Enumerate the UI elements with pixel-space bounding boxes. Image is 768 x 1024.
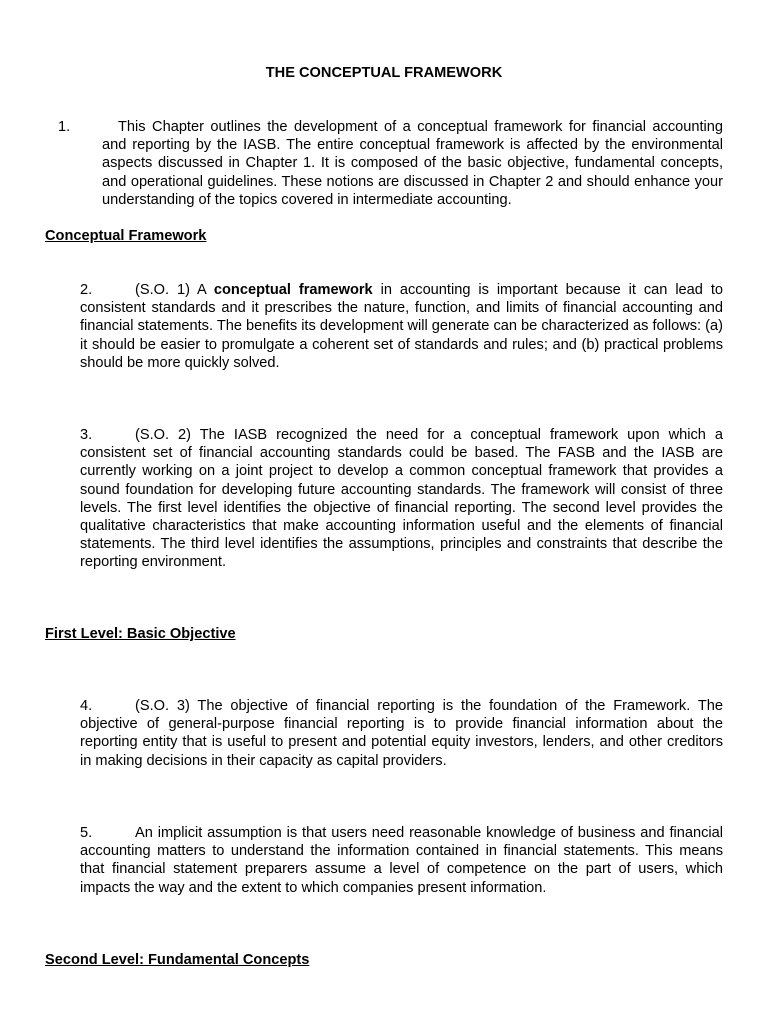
paragraph-number: 1. — [58, 119, 71, 135]
paragraph-lead: (S.O. 1) A — [135, 282, 214, 298]
paragraph-3 — [80, 426, 723, 572]
section-heading-second-level: Second Level: Fundamental Concepts — [45, 952, 310, 968]
paragraph-text: (S.O. 3) The objective of financial reporting is the foundation of the Framework. The objective of general-purpose financial reporting is to provide financial information about the reporting entity that is useful to present and potential equity investors, lenders, and other creditors in making decisions in their capacity as capital providers. — [80, 698, 723, 769]
paragraph-number: 5. — [80, 825, 93, 841]
paragraph-text: An implicit assumption is that users need reasonable knowledge of business and financial accounting matters to understand the information contained in financial statements. This means that financial statement preparers assume a level of competence on the part of users, which impacts the way and the extent to which companies present information. — [80, 825, 723, 896]
paragraph-1 — [58, 118, 723, 209]
paragraph-text: This Chapter outlines the development of a conceptual framework for financial accounting and reporting by the IASB. The entire conceptual framework is affected by the environmental aspects discussed in Chapter 1. It is composed of the basic objective, fundamental concepts, and operational guidelines. These notions are discussed in Chapter 2 and should enhance your understanding of the topics covered in intermediate accounting. — [102, 119, 723, 208]
page-title: THE CONCEPTUAL FRAMEWORK — [265, 65, 503, 81]
paragraph-text: (S.O. 2) The IASB recognized the need for a conceptual framework upon which a consistent set of financial accounting standards could be based. The FASB and the IASB are currently working on a joint project to develop a common conceptual framework that provides a sound foundation for developing future accounting standards. The framework will consist of three levels. The first level identifies the objective of financial reporting. The second level provides the qualitative characteristics that make accounting information useful and the elements of financial statements. The third level identifies the assumptions, principles and constraints that describe the reporting environment. — [80, 427, 723, 571]
bold-term: conceptual framework — [213, 282, 373, 298]
paragraph-5 — [80, 824, 723, 897]
paragraph-number: 2. — [80, 282, 93, 298]
paragraph-2 — [80, 281, 723, 372]
section-heading-first-level: First Level: Basic Objective — [45, 626, 236, 642]
paragraph-number: 3. — [80, 427, 93, 443]
paragraph-number: 4. — [80, 698, 93, 714]
paragraph-4 — [80, 697, 723, 770]
section-heading-conceptual-framework: Conceptual Framework — [45, 228, 207, 244]
paragraph-text: in accounting is important because it can lead to consistent standards and it prescribes the nature, function, and limits of financial accounting and financial statements. The benefits its development will generate can be characterized as follows: (a) it should be easier to promulgate a coherent set of standards and rules; and (b) practical problems should be more quickly solved. — [80, 282, 724, 371]
